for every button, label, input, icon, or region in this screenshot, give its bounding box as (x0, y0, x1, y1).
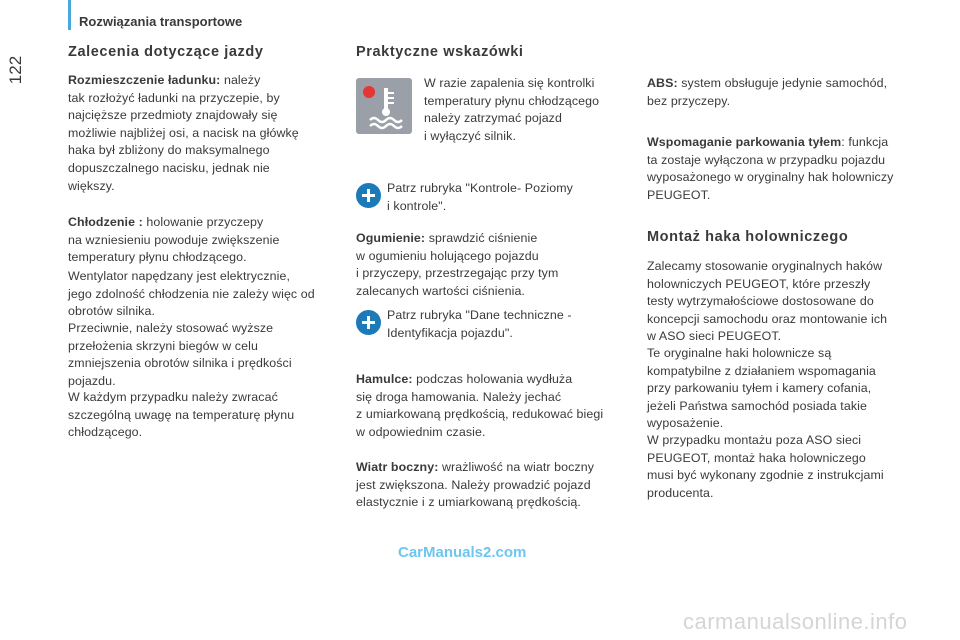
paragraph-original-towbars: Zalecamy stosowanie oryginalnych haków holowniczych PEUGEOT, które przeszły testy wytrzymałościowe dostosowane do koncepcji samochodu oraz montowanie ich w ASO sieci PEUGEOT. (647, 259, 888, 344)
paragraph-brakes: Hamulce: podczas holowania wydłuża się droga hamowania. Należy jechać z umiarkowaną prędkością, redukować biegi w odpowiednim czasie. (356, 372, 604, 439)
watermark-carmanuals2[interactable]: CarManuals2.com (398, 544, 527, 561)
plus-info-icon (356, 183, 381, 208)
paragraph-compatibility: Te oryginalne haki holownicze są kompatybilne z działaniem wspomagania przy parkowaniu tyłem i kamery cofania, jeżeli Państwa samochód posiada takie wyposażenie. (647, 346, 876, 431)
coolant-temperature-warning-icon (356, 78, 412, 134)
section-accent-bar (68, 0, 71, 30)
paragraph-gears: Przeciwnie, należy stosować wyższe przełożenia skrzyni biegów w celu zmniejszenia obrotów silnika i prędkości pojazdu. (68, 321, 292, 388)
label-cooling: Chłodzenie : (68, 215, 143, 229)
section-title: Rozwiązania transportowe (79, 14, 243, 29)
paragraph-warning-light: W razie zapalenia się kontrolki temperatury płynu chłodzącego należy zatrzymać pojazd i wyłączyć silnik. (424, 76, 600, 143)
page-number: 122 (6, 55, 26, 85)
label-load: Rozmieszczenie ładunku: (68, 73, 221, 87)
label-brakes: Hamulce: (356, 372, 413, 386)
plus-info-icon (356, 310, 381, 335)
watermark-carmanualsonline[interactable]: carmanualsonline.info (683, 609, 908, 634)
label-tyres: Ogumienie: (356, 231, 426, 245)
paragraph-tyres: Ogumienie: sprawdzić ciśnienie w ogumieniu holującego pojazdu i przyczepy, przestrzegając przy tym zalecanych wartości ciśnienia. (356, 231, 559, 298)
paragraph-parking-assist: Wspomaganie parkowania tyłem: funkcja ta zostaje wyłączona w przypadku pojazdu wyposażonego w oryginalny hak holowniczy PEUGEOT. (647, 135, 894, 202)
label-abs: ABS: (647, 76, 678, 90)
paragraph-temperature-attention: W każdym przypadku należy zwracać szczególną uwagę na temperaturę płynu chłodzącego. (68, 390, 295, 440)
heading-practical-tips: Praktyczne wskazówki (356, 44, 524, 60)
label-crosswind: Wiatr boczny: (356, 460, 439, 474)
heading-towbar-fitting: Montaż haka holowniczego (647, 229, 849, 245)
reference-checks-levels[interactable]: Patrz rubryka "Kontrole- Poziomy i kontrole". (387, 181, 573, 213)
paragraph-fan: Wentylator napędzany jest elektrycznie, jego zdolność chłodzenia nie zależy więc od obrotów silnika. (68, 269, 315, 319)
label-parking-assist: Wspomaganie parkowania tyłem (647, 135, 842, 149)
paragraph-cooling: Chłodzenie : holowanie przyczepy na wzniesieniu powoduje zwiększenie temperatury płynu chłodzącego. (68, 215, 280, 265)
paragraph-fitting-outside-dealer: W przypadku montażu poza ASO sieci PEUGEOT, montaż haka holowniczego musi być wykonany zgodnie z instrukcjami producenta. (647, 433, 884, 500)
paragraph-crosswind: Wiatr boczny: wrażliwość na wiatr boczny jest zwiększona. Należy prowadzić pojazd elastycznie i z umiarkowaną prędkością. (356, 460, 594, 510)
reference-technical-data[interactable]: Patrz rubryka "Dane techniczne - Identyfikacja pojazdu". (387, 308, 572, 340)
heading-driving-advice: Zalecenia dotyczące jazdy (68, 44, 264, 60)
paragraph-load: Rozmieszczenie ładunku: należy tak rozłożyć ładunki na przyczepie, by najcięższe przedmioty znajdowały się możliwie najbliżej osi, a nacisk na główkę haka był zbliżony do maksymalnego dopuszczalnego nacisku, jednak nie większy. (68, 73, 299, 193)
thermometer-icon (356, 78, 412, 134)
paragraph-abs: ABS: system obsługuje jedynie samochód, bez przyczepy. (647, 76, 888, 108)
